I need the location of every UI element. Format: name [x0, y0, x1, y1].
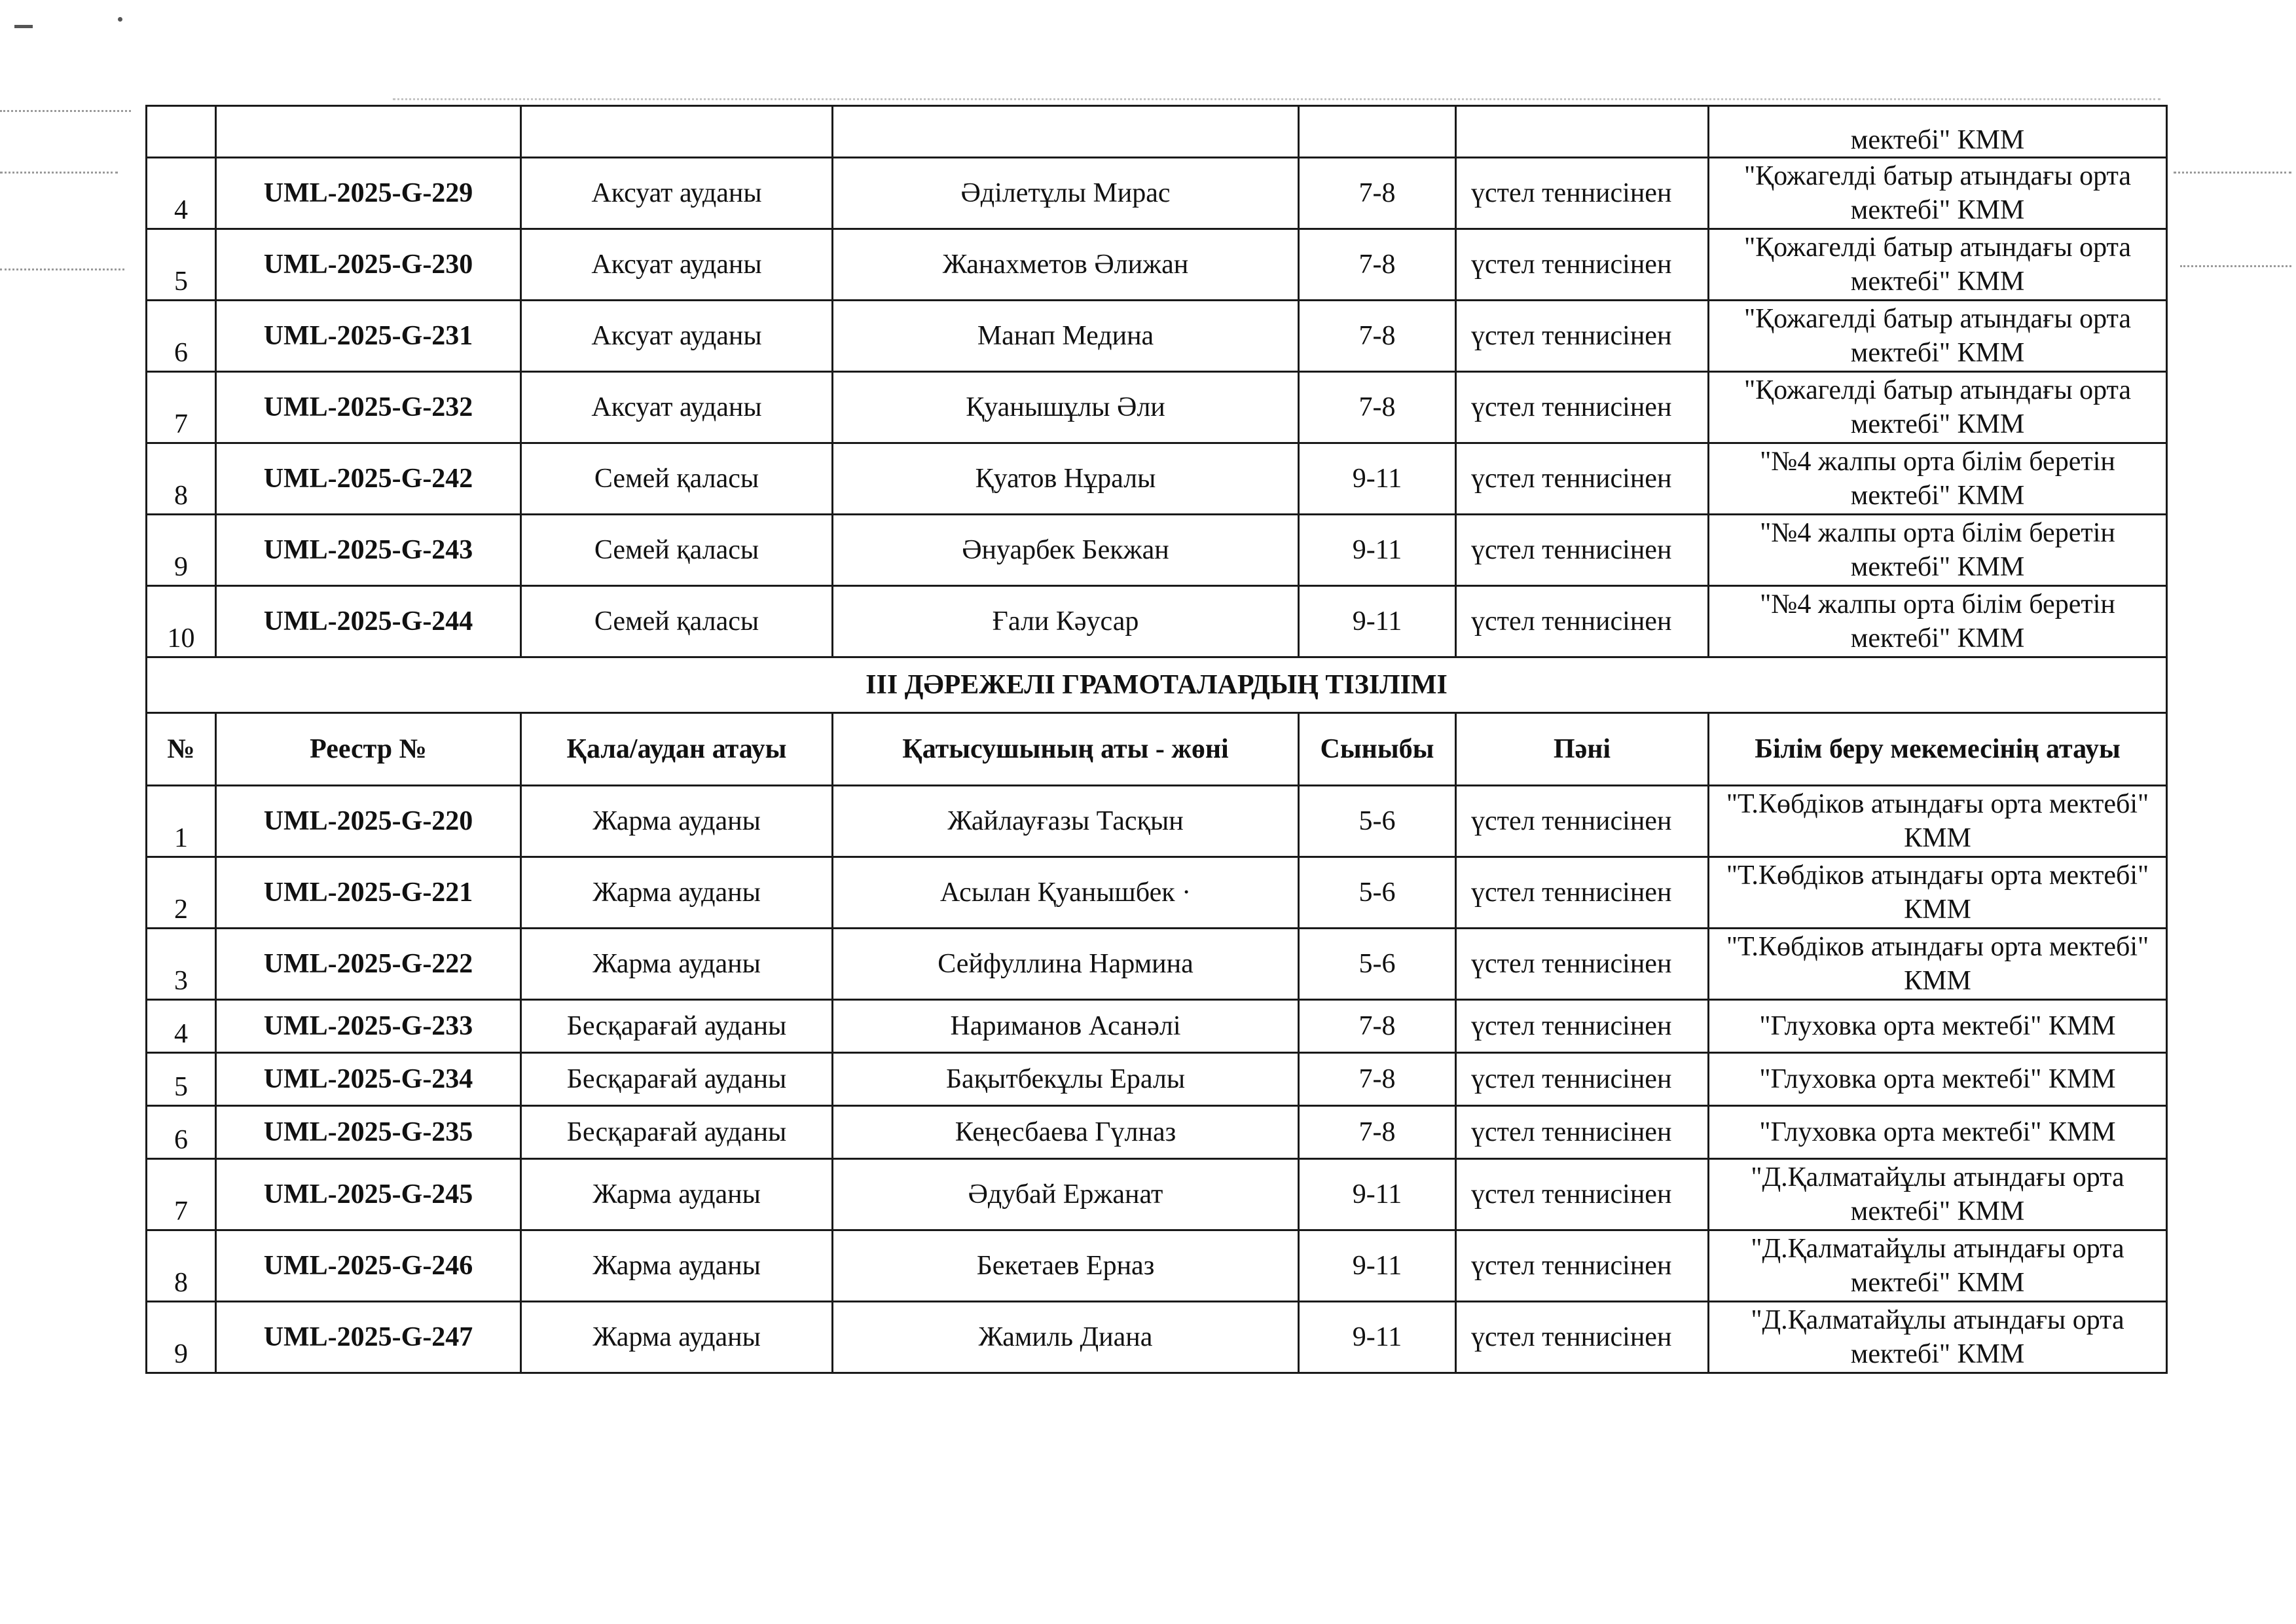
cell-registry: UML-2025-G-242 [216, 443, 521, 515]
cell-grade [1299, 106, 1456, 158]
scan-noise-line [0, 172, 118, 174]
cell-organization: "Қожагелді батыр атындағы орта мектебі" КММ [1709, 372, 2167, 443]
cell-grade: 9-11 [1299, 1302, 1456, 1373]
cell-organization: "Д.Қалматайұлы атындағы орта мектебі" КММ [1709, 1159, 2167, 1230]
cell-name: Бекетаев Ерназ [833, 1230, 1299, 1302]
cell-organization: "Д.Қалматайұлы атындағы орта мектебі" КММ [1709, 1302, 2167, 1373]
cell-grade: 5-6 [1299, 786, 1456, 857]
cell-name: Нариманов Асанәлі [833, 1000, 1299, 1053]
table-row [147, 929, 2167, 1000]
section-header [147, 657, 2167, 786]
cell-name: Қуатов Нұралы [833, 443, 1299, 515]
header-district: Қала/аудан атауы [521, 713, 833, 786]
cell-grade: 7-8 [1299, 1000, 1456, 1053]
cell-name: Бақытбекұлы Ералы [833, 1053, 1299, 1106]
cell-grade: 7-8 [1299, 229, 1456, 301]
cell-district: Жарма ауданы [521, 929, 833, 1000]
cell-grade: 9-11 [1299, 443, 1456, 515]
cell-district: Аксуат ауданы [521, 229, 833, 301]
cell-name: Қуанышұлы Әли [833, 372, 1299, 443]
table-body-bottom [147, 786, 2167, 1373]
cell-grade: 9-11 [1299, 586, 1456, 657]
cell-no: 1 [147, 786, 216, 857]
cell-subject: үстел теннисінен [1456, 1159, 1709, 1230]
cell-organization: "Глуховка орта мектебі" КММ [1709, 1106, 2167, 1159]
cell-grade: 9-11 [1299, 515, 1456, 586]
cell-name: Әнуарбек Бекжан [833, 515, 1299, 586]
cell-name: Кеңесбаева Гүлназ [833, 1106, 1299, 1159]
table-row [147, 786, 2167, 857]
cell-registry: UML-2025-G-220 [216, 786, 521, 857]
cell-name: Жайлауғазы Тасқын [833, 786, 1299, 857]
cell-organization: "Глуховка орта мектебі" КММ [1709, 1053, 2167, 1106]
cell-no: 8 [147, 1230, 216, 1302]
cell-subject: үстел теннисінен [1456, 229, 1709, 301]
scan-noise-line [0, 268, 124, 270]
registry-table [145, 105, 2168, 1374]
cell-grade: 7-8 [1299, 1053, 1456, 1106]
cell-name: Жамиль Диана [833, 1302, 1299, 1373]
header-name: Қатысушының аты - жөні [833, 713, 1299, 786]
cell-name: Ғали Кәусар [833, 586, 1299, 657]
scan-mark [118, 17, 122, 22]
table-row [147, 857, 2167, 929]
cell-organization: "№4 жалпы орта білім беретін мектебі" КММ [1709, 443, 2167, 515]
cell-grade: 7-8 [1299, 1106, 1456, 1159]
scan-noise-line [393, 98, 2160, 100]
cell-district: Жарма ауданы [521, 857, 833, 929]
cell-organization: "Т.Көбдіков атындағы орта мектебі" КММ [1709, 857, 2167, 929]
cell-registry: UML-2025-G-246 [216, 1230, 521, 1302]
section-title: ІІІ ДӘРЕЖЕЛІ ГРАМОТАЛАРДЫҢ ТІЗІЛІМІ [147, 657, 2167, 713]
cell-district: Жарма ауданы [521, 1230, 833, 1302]
cell-name: Әдубай Ержанат [833, 1159, 1299, 1230]
cell-no [147, 106, 216, 158]
header-subject: Пәні [1456, 713, 1709, 786]
cell-no: 5 [147, 1053, 216, 1106]
cell-registry: UML-2025-G-231 [216, 301, 521, 372]
cell-district: Бесқарағай ауданы [521, 1053, 833, 1106]
cell-subject: үстел теннисінен [1456, 1302, 1709, 1373]
cell-no: 6 [147, 1106, 216, 1159]
cell-no: 4 [147, 1000, 216, 1053]
cell-district: Семей қаласы [521, 586, 833, 657]
cell-grade: 9-11 [1299, 1230, 1456, 1302]
cell-registry: UML-2025-G-222 [216, 929, 521, 1000]
column-header-row [147, 713, 2167, 786]
cell-district: Аксуат ауданы [521, 372, 833, 443]
cell-subject: үстел теннисінен [1456, 372, 1709, 443]
cell-registry: UML-2025-G-234 [216, 1053, 521, 1106]
cell-subject [1456, 106, 1709, 158]
cell-organization: "Қожагелді батыр атындағы орта мектебі" КММ [1709, 229, 2167, 301]
header-organization: Білім беру мекемесінің атауы [1709, 713, 2167, 786]
table-row [147, 1302, 2167, 1373]
scan-mark [14, 25, 33, 28]
cell-subject: үстел теннисінен [1456, 1000, 1709, 1053]
cell-registry: UML-2025-G-230 [216, 229, 521, 301]
table-row [147, 372, 2167, 443]
cell-no: 8 [147, 443, 216, 515]
cell-no: 7 [147, 372, 216, 443]
cell-subject: үстел теннисінен [1456, 1230, 1709, 1302]
header-grade: Сыныбы [1299, 713, 1456, 786]
header-no: № [147, 713, 216, 786]
cell-no: 7 [147, 1159, 216, 1230]
cell-name: Манап Медина [833, 301, 1299, 372]
cell-no: 4 [147, 158, 216, 229]
cell-name [833, 106, 1299, 158]
cell-grade: 5-6 [1299, 929, 1456, 1000]
table-row [147, 158, 2167, 229]
cell-registry: UML-2025-G-233 [216, 1000, 521, 1053]
cell-organization: "Глуховка орта мектебі" КММ [1709, 1000, 2167, 1053]
cell-no: 3 [147, 929, 216, 1000]
cell-no: 6 [147, 301, 216, 372]
cell-subject: үстел теннисінен [1456, 158, 1709, 229]
cell-grade: 7-8 [1299, 372, 1456, 443]
cell-grade: 9-11 [1299, 1159, 1456, 1230]
cell-subject: үстел теннисінен [1456, 586, 1709, 657]
cell-district: Бесқарағай ауданы [521, 1106, 833, 1159]
cell-organization: "Қожагелді батыр атындағы орта мектебі" КММ [1709, 301, 2167, 372]
cell-district: Жарма ауданы [521, 1159, 833, 1230]
cell-registry: UML-2025-G-244 [216, 586, 521, 657]
cell-registry: UML-2025-G-232 [216, 372, 521, 443]
table-row [147, 301, 2167, 372]
table-body-top [147, 106, 2167, 657]
table-row [147, 515, 2167, 586]
cell-name: Жанахметов Әлижан [833, 229, 1299, 301]
cell-district [521, 106, 833, 158]
cell-registry: UML-2025-G-245 [216, 1159, 521, 1230]
header-registry: Реестр № [216, 713, 521, 786]
cell-district: Жарма ауданы [521, 786, 833, 857]
cell-district: Бесқарағай ауданы [521, 1000, 833, 1053]
cell-organization: "Д.Қалматайұлы атындағы орта мектебі" КММ [1709, 1230, 2167, 1302]
cell-registry: UML-2025-G-221 [216, 857, 521, 929]
cell-registry [216, 106, 521, 158]
cell-no: 9 [147, 1302, 216, 1373]
cell-registry: UML-2025-G-229 [216, 158, 521, 229]
cell-subject: үстел теннисінен [1456, 443, 1709, 515]
scan-noise-line [2174, 172, 2291, 174]
cell-subject: үстел теннисінен [1456, 857, 1709, 929]
cell-district: Аксуат ауданы [521, 301, 833, 372]
section-title-row [147, 657, 2167, 713]
cell-grade: 7-8 [1299, 158, 1456, 229]
cell-registry: UML-2025-G-247 [216, 1302, 521, 1373]
cell-subject: үстел теннисінен [1456, 1053, 1709, 1106]
cell-subject: үстел теннисінен [1456, 786, 1709, 857]
table-row [147, 586, 2167, 657]
cell-subject: үстел теннисінен [1456, 1106, 1709, 1159]
cell-grade: 7-8 [1299, 301, 1456, 372]
cell-organization: "№4 жалпы орта білім беретін мектебі" КММ [1709, 515, 2167, 586]
scan-noise-line [2180, 265, 2291, 267]
table-row [147, 443, 2167, 515]
cell-name: Асылан Қуанышбек · [833, 857, 1299, 929]
cell-grade: 5-6 [1299, 857, 1456, 929]
cell-district: Семей қаласы [521, 443, 833, 515]
cell-no: 2 [147, 857, 216, 929]
cell-no: 5 [147, 229, 216, 301]
cell-district: Аксуат ауданы [521, 158, 833, 229]
cell-registry: UML-2025-G-235 [216, 1106, 521, 1159]
cell-district: Семей қаласы [521, 515, 833, 586]
cell-subject: үстел теннисінен [1456, 301, 1709, 372]
cell-organization: "Т.Көбдіков атындағы орта мектебі" КММ [1709, 786, 2167, 857]
cell-organization: "Т.Көбдіков атындағы орта мектебі" КММ [1709, 929, 2167, 1000]
cell-subject: үстел теннисінен [1456, 515, 1709, 586]
table-row [147, 1230, 2167, 1302]
cell-no: 10 [147, 586, 216, 657]
cell-organization: мектебі" КММ [1709, 106, 2167, 158]
cell-district: Жарма ауданы [521, 1302, 833, 1373]
table-row [147, 1053, 2167, 1106]
table-row [147, 229, 2167, 301]
table-row [147, 1106, 2167, 1159]
cell-organization: "Қожагелді батыр атындағы орта мектебі" КММ [1709, 158, 2167, 229]
cell-registry: UML-2025-G-243 [216, 515, 521, 586]
cell-name: Әділетұлы Мирас [833, 158, 1299, 229]
cell-organization: "№4 жалпы орта білім беретін мектебі" КММ [1709, 586, 2167, 657]
table-row-continued [147, 106, 2167, 158]
scan-noise-line [0, 110, 131, 112]
table-row [147, 1000, 2167, 1053]
cell-subject: үстел теннисінен [1456, 929, 1709, 1000]
table-row [147, 1159, 2167, 1230]
cell-name: Сейфуллина Нармина [833, 929, 1299, 1000]
cell-no: 9 [147, 515, 216, 586]
